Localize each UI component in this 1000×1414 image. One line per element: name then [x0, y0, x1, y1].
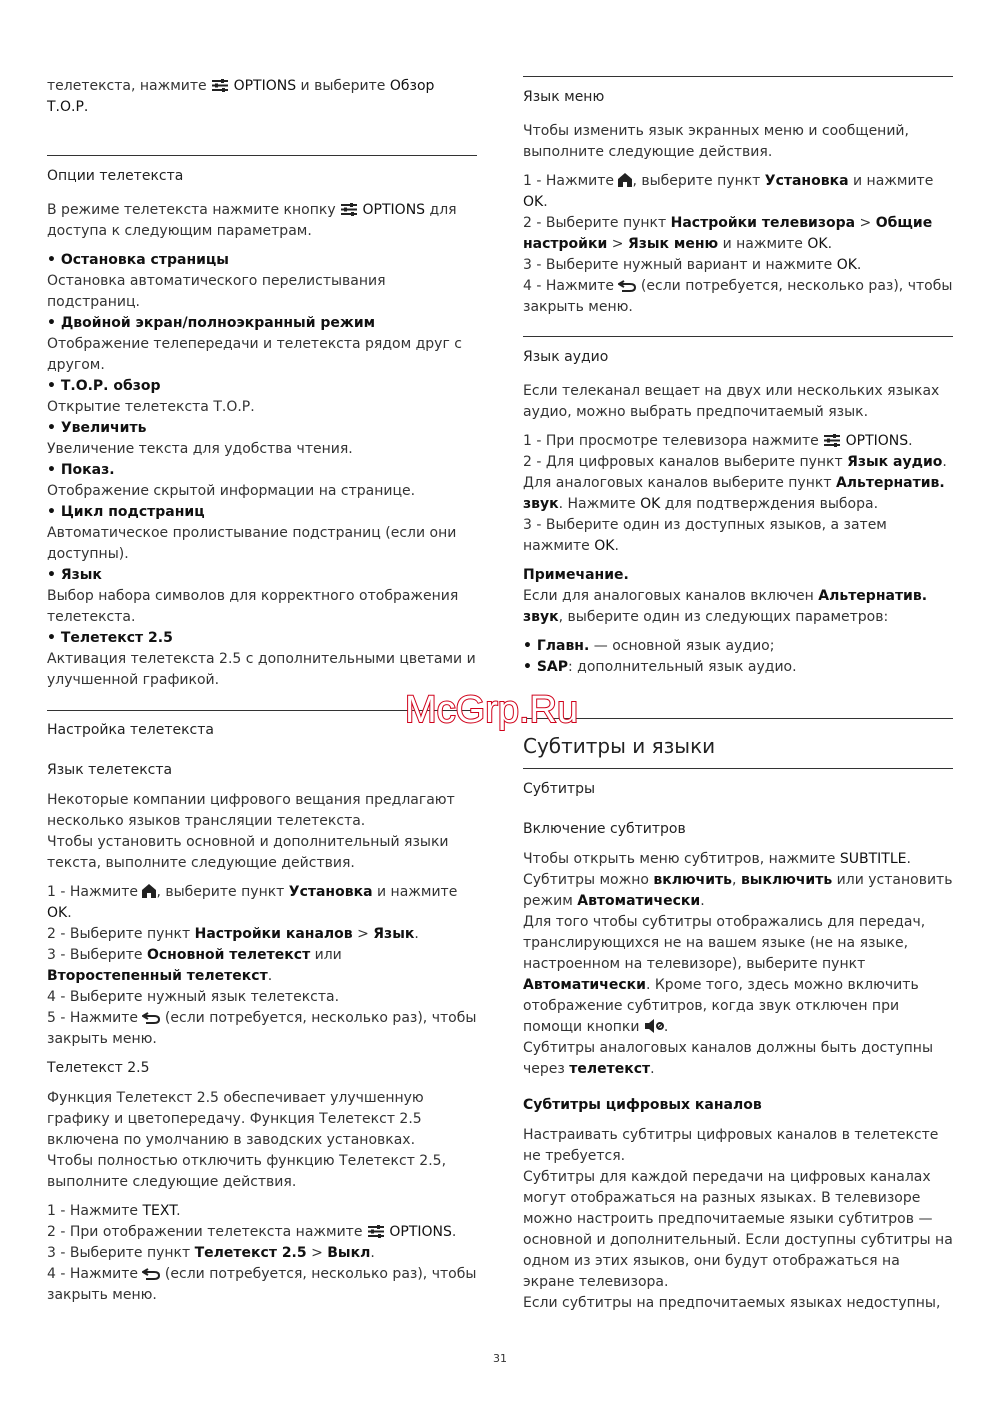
step-text: и нажмите	[372, 884, 458, 900]
paragraph: Чтобы полностью отключить функцию Телетекст 2.5, выполните следующие действия.	[47, 1153, 447, 1190]
back-icon	[142, 1012, 160, 1024]
paragraph: Чтобы изменить язык экранных меню и сообщений, выполните следующие действия.	[523, 123, 909, 160]
step-text: .	[827, 236, 833, 252]
step	[47, 1243, 477, 1264]
para-part: или установить режим	[523, 872, 953, 909]
para-part: ,	[732, 872, 741, 888]
paragraph: Некоторые компании цифрового вещания предлагают несколько языков трансляции телетекста.	[47, 792, 455, 829]
menu-item: Телетекст 2.5	[194, 1245, 307, 1261]
section-title: Опции телетекста	[47, 168, 184, 184]
key-label: OK	[523, 194, 544, 210]
step-text: 1 - При просмотре телевизора нажмите	[523, 433, 824, 449]
step-text: .	[67, 905, 72, 921]
menu-item: Установка	[288, 884, 373, 900]
step-text: .	[908, 433, 913, 449]
key-label: OK	[594, 538, 615, 554]
step	[523, 171, 953, 213]
watermark: McGrp.Ru	[405, 689, 579, 731]
bullet-item	[523, 657, 953, 678]
para-part: Субтитры можно	[523, 872, 654, 888]
paragraph	[523, 849, 953, 870]
note-text	[523, 586, 953, 628]
back-icon	[142, 1268, 160, 1280]
section-divider	[523, 76, 953, 77]
step	[47, 924, 477, 945]
option-desc: Отображение скрытой информации на странице.	[47, 483, 416, 499]
option-name: • Увеличить	[47, 420, 147, 436]
option-desc: Увеличение текста для удобства чтения.	[47, 441, 353, 457]
section-title: Язык меню	[523, 89, 605, 105]
step-text: >	[607, 236, 628, 252]
option-name: • Язык	[47, 567, 102, 583]
para-part: .	[650, 1061, 655, 1077]
bullet-item	[523, 636, 953, 657]
step-text: (если потребуется, несколько раз), чтобы закрыть меню.	[47, 1010, 477, 1047]
options-icon	[340, 203, 358, 216]
key-label: TEXT	[142, 1203, 177, 1219]
menu-item: Язык	[373, 926, 415, 942]
option-desc: Активация телетекста 2.5 с дополнительными цветами и улучшенной графикой.	[47, 651, 476, 688]
menu-item: Настройки каналов	[194, 926, 353, 942]
key-label: SUBTITLE	[839, 851, 907, 867]
paragraph: Если субтитры на предпочитаемых языках недоступны,	[523, 1295, 941, 1311]
menu-item: Язык аудио	[847, 454, 943, 470]
step	[47, 1201, 477, 1222]
step-text: .	[370, 1245, 375, 1261]
step	[523, 213, 953, 255]
key-label: OPTIONS	[845, 433, 909, 449]
step-text: 3 - Выберите нужный вариант и нажмите	[523, 257, 837, 273]
step-text: 3 - Выберите один из доступных языков, а затем нажмите	[523, 517, 887, 554]
option-desc: Отображение телепередачи и телетекста рядом друг с другом.	[47, 336, 462, 373]
option-name: • Показ.	[47, 462, 115, 478]
step-text: (если потребуется, несколько раз), чтобы закрыть меню.	[523, 278, 953, 315]
paragraph: Функция Телетекст 2.5 обеспечивает улучшенную графику и цветопередачу. Функция Телетекст 2.5 включена по умолчанию в заводских установках.	[47, 1090, 424, 1148]
section-divider	[523, 336, 953, 337]
options-intro: В режиме телетекста нажмите кнопку	[47, 202, 341, 218]
step-text: 3 - Выберите пункт	[47, 1245, 195, 1261]
chapter-title: Субтитры и языки	[523, 734, 716, 758]
option-name: • Цикл подстраниц	[47, 504, 205, 520]
para-part: Чтобы открыть меню субтитров, нажмите	[523, 851, 840, 867]
menu-item: телетекст	[569, 1061, 651, 1077]
section-title: Настройка телетекста	[47, 722, 214, 738]
section-title: Субтитры	[523, 781, 596, 797]
key-label: OK	[640, 496, 661, 512]
step-text: 2 - Выберите пункт	[523, 215, 671, 231]
menu-item: Второстепенный телетекст	[47, 968, 268, 984]
teletext-setup-section	[47, 720, 477, 1306]
key-label: OK	[807, 236, 828, 252]
options-icon	[211, 79, 229, 92]
paragraph	[523, 912, 953, 1038]
menu-item: Альтернатив. звук	[523, 475, 945, 512]
subtitles-body	[523, 779, 953, 1314]
para-part: .	[663, 1019, 669, 1035]
step-text: .	[856, 257, 862, 273]
paragraph	[523, 1038, 953, 1080]
teletext-options-section	[47, 166, 477, 691]
step-text: и нажмите	[718, 236, 808, 252]
step-text: 1 - Нажмите	[47, 1203, 143, 1219]
menu-item: Альтернатив. звук	[523, 588, 928, 625]
subsection-title: Язык телетекста	[47, 762, 173, 778]
subsection-title: Телетекст 2.5	[47, 1060, 150, 1076]
options-icon	[823, 434, 841, 447]
key-label: OK	[836, 257, 857, 273]
mute-icon	[644, 1019, 664, 1033]
paragraph: Чтобы установить основной и дополнительный языки текста, выполните следующие действия.	[47, 834, 449, 871]
step	[523, 255, 953, 276]
step: 4 - Выберите нужный язык телетекста.	[47, 989, 340, 1005]
paragraph: Настраивать субтитры цифровых каналов в телетексте не требуется.	[523, 1127, 939, 1164]
menu-item: выключить	[740, 872, 833, 888]
menu-item: Настройки телевизора	[670, 215, 856, 231]
step-text: >	[306, 1245, 328, 1261]
intro-text-2: и выберите	[296, 78, 390, 94]
menu-item: Язык меню	[627, 236, 719, 252]
step	[523, 452, 953, 515]
step-text: (если потребуется, несколько раз), чтобы закрыть меню.	[47, 1266, 477, 1303]
menu-item: Основной телетекст	[146, 947, 311, 963]
options-label: OPTIONS	[233, 78, 297, 94]
menu-item: включить	[653, 872, 733, 888]
step-text: 2 - При отображении телетекста нажмите	[47, 1224, 367, 1240]
step-text: 2 - Выберите пункт	[47, 926, 195, 942]
step-text: , выберите пункт	[156, 884, 289, 900]
step-text: , выберите пункт	[632, 173, 765, 189]
para-part: . Кроме того, здесь можно включить отображение субтитров, когда звук отключен при помощи кнопки	[523, 977, 919, 1035]
back-icon	[618, 280, 636, 292]
step	[47, 945, 477, 987]
step	[47, 1222, 477, 1243]
home-icon	[142, 884, 156, 898]
para-part: Субтитры аналоговых каналов должны быть доступны через	[523, 1040, 934, 1077]
key-label: OPTIONS	[389, 1224, 452, 1240]
option-name: • Остановка страницы	[47, 252, 229, 268]
step	[47, 1264, 477, 1306]
section-divider	[47, 155, 477, 156]
step-text: 1 - Нажмите	[523, 173, 619, 189]
audio-language-section	[523, 347, 953, 678]
step-text: 4 - Нажмите	[47, 1266, 143, 1282]
step-text: и нажмите	[848, 173, 934, 189]
option-desc: Остановка автоматического перелистывания подстраниц.	[47, 273, 386, 310]
key-label: OK	[47, 905, 68, 921]
para-part: .	[700, 893, 705, 909]
bullet-desc: : дополнительный язык аудио.	[568, 659, 797, 675]
intro-text: телетекста, нажмите	[47, 78, 212, 94]
section-title: Язык аудио	[523, 349, 609, 365]
step-text: .	[176, 1203, 181, 1219]
step-text: .	[451, 1224, 457, 1240]
option-name: • Телетекст 2.5	[47, 630, 173, 646]
section-divider	[523, 768, 953, 769]
step	[47, 1008, 477, 1050]
note-part: Если для аналоговых каналов включен	[523, 588, 819, 604]
step-text: 1 - Нажмите	[47, 884, 143, 900]
step-text: или	[310, 947, 342, 963]
note-title: Примечание.	[523, 567, 629, 583]
paragraph: Если телеканал вещает на двух или нескольких языках аудио, можно выбрать предпочитаемый язык.	[523, 383, 940, 420]
option-name: • Т.О.Р. обзор	[47, 378, 161, 394]
subsection-title: Субтитры цифровых каналов	[523, 1097, 762, 1113]
intro-paragraph	[47, 76, 477, 118]
option-desc: Автоматическое пролистывание подстраниц (если они доступны).	[47, 525, 457, 562]
para-part: Для того чтобы субтитры отображались для передач, транслирующихся не на вашем языке (не на языке, настроенном на телевизоре), выберите пункт	[523, 914, 926, 972]
paragraph: Субтитры для каждой передачи на цифровых каналах могут отображаться на разных языках. В телевизоре можно настроить предпочитаемые языки субтитров — основной и дополнительный. Если доступны субтитры на одном из этих языков, они будут отображаться на экране телевизора.	[523, 1169, 953, 1290]
step-text: для подтверждения выбора.	[660, 496, 879, 512]
options-icon	[367, 1225, 385, 1238]
step-text: .	[614, 538, 619, 554]
step-text: .	[267, 968, 273, 984]
step-text: .	[414, 926, 419, 942]
options-intro-end: для доступа к следующим параметрам.	[47, 202, 457, 239]
step-text: 3 - Выберите	[47, 947, 147, 963]
section-divider	[523, 718, 953, 719]
page-number: 31	[493, 1352, 507, 1365]
step-text: >	[352, 926, 374, 942]
step	[523, 276, 953, 318]
menu-item: Автоматически	[577, 893, 701, 909]
options-label: OPTIONS	[362, 202, 426, 218]
bullet-term: • SAP	[523, 659, 569, 675]
option-desc: Открытие телетекста Т.О.Р.	[47, 399, 255, 415]
bullet-term: • Главн.	[523, 638, 590, 654]
top-overview-label: Обзор Т.О.Р.	[47, 78, 435, 115]
step-text: . Нажмите	[558, 496, 641, 512]
option-name: • Двойной экран/полноэкранный режим	[47, 315, 376, 331]
menu-item: Установка	[764, 173, 849, 189]
step-text: .	[543, 194, 548, 210]
subsection-title: Включение субтитров	[523, 821, 686, 837]
step	[523, 515, 953, 557]
step-text: 4 - Нажмите	[523, 278, 619, 294]
step-text: >	[855, 215, 876, 231]
para-part: .	[906, 851, 911, 867]
option-desc: Выбор набора символов для корректного отображения телетекста.	[47, 588, 459, 625]
menu-language-section	[523, 87, 953, 318]
step	[523, 431, 953, 452]
step-text: 5 - Нажмите	[47, 1010, 143, 1026]
note-part: , выберите один из следующих параметров:	[558, 609, 889, 625]
step	[47, 882, 477, 924]
bullet-desc: — основной язык аудио;	[589, 638, 775, 654]
step-text: . Для аналоговых каналов выберите пункт	[523, 454, 947, 491]
subtitles-section	[523, 732, 953, 760]
menu-item: Выкл	[327, 1245, 371, 1261]
home-icon	[618, 173, 632, 187]
paragraph	[523, 870, 953, 912]
step-text: 2 - Для цифровых каналов выберите пункт	[523, 454, 848, 470]
menu-item: Автоматически	[523, 977, 646, 993]
menu-item: Общие настройки	[523, 215, 933, 252]
